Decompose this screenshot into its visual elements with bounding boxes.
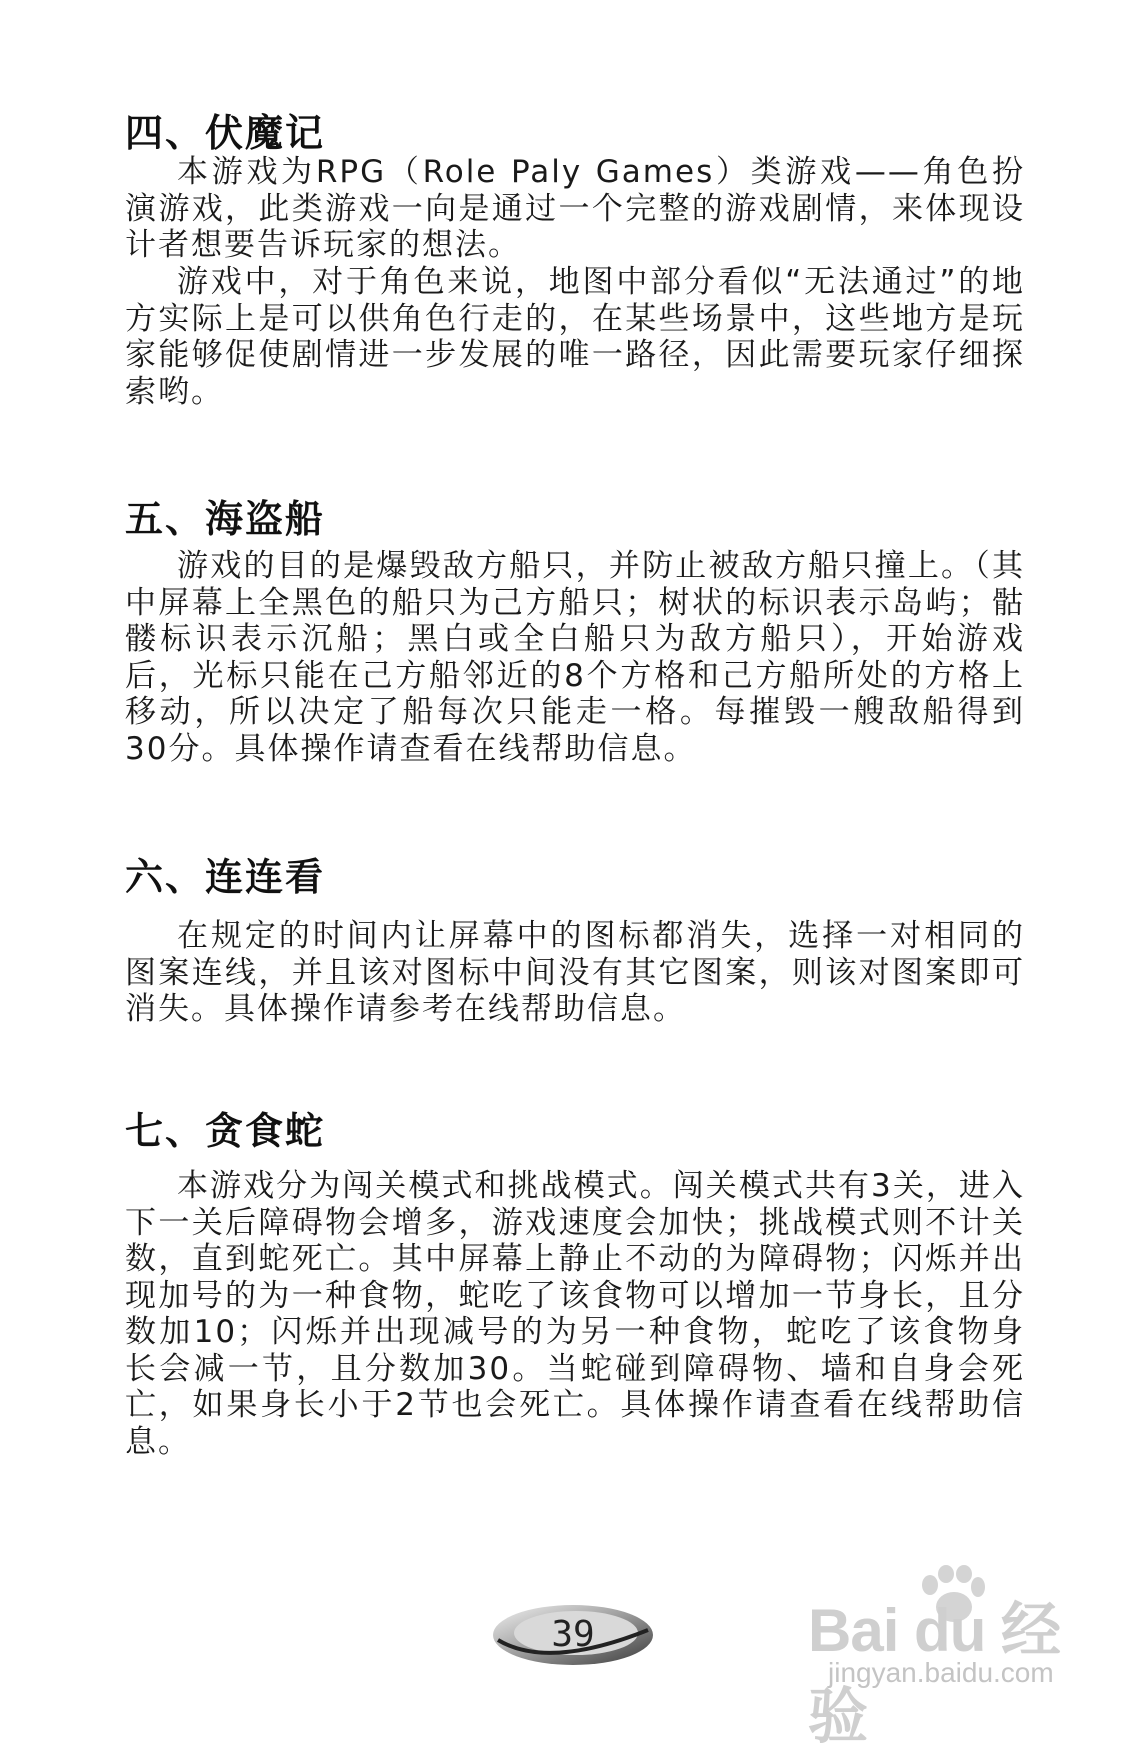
section-title: 六、连连看 <box>125 855 326 899</box>
watermark-url: jingyan.baidu.com <box>828 1657 1054 1688</box>
paragraph: 在规定的时间内让屏幕中的图标都消失，选择一对相同的图案连线，并且该对图标中间没有其它图案，则该对图案即可消失。具体操作请参考在线帮助信息。 <box>125 918 1025 1027</box>
page-number: 39 <box>551 1614 595 1655</box>
section-title: 五、海盗船 <box>125 497 326 541</box>
paragraph: 本游戏分为闯关模式和挑战模式。闯关模式共有3关，进入下一关后障碍物会增多，游戏速度会加快；挑战模式则不计关数，直到蛇死亡。其中屏幕上静止不动的为障碍物；闪烁并出现加号的为一种食物，蛇吃了该食物可以增加一节身长，且分数加10；闪烁并出现减号的为另一种食物，蛇吃了该食物身长会减一节，且分数加30。当蛇碰到障碍物、墙和自身会死亡，如果身长小于2节也会死亡。具体操作请查看在线帮助信息。 <box>125 1168 1025 1460</box>
paragraph: 游戏的目的是爆毁敌方船只，并防止被敌方船只撞上。（其中屏幕上全黑色的船只为己方船只；树状的标识表示岛屿；骷髅标识表示沉船；黑白或全白船只为敌方船只），开始游戏后，光标只能在己方船邻近的8个方格和己方船所处的方格上移动，所以决定了船每次只能走一格。每摧毁一艘敌船得到30分。具体操作请查看在线帮助信息。 <box>125 548 1025 767</box>
section-title: 七、贪食蛇 <box>125 1109 326 1153</box>
paragraph: 本游戏为RPG（Role Paly Games）类游戏——角色扮演游戏，此类游戏一向是通过一个完整的游戏剧情，来体现设计者想要告诉玩家的想法。 <box>125 154 1025 263</box>
baidu-jingyan-watermark <box>808 1565 1108 1750</box>
page-number-badge <box>488 1600 658 1670</box>
section-title: 四、伏魔记 <box>125 111 326 155</box>
watermark-logo: Bai du 经验 <box>808 1597 1061 1750</box>
paragraph: 游戏中，对于角色来说，地图中部分看似“无法通过”的地方实际上是可以供角色行走的，在某些场景中，这些地方是玩家能够促使剧情进一步发展的唯一路径，因此需要玩家仔细探索哟。 <box>125 264 1025 410</box>
